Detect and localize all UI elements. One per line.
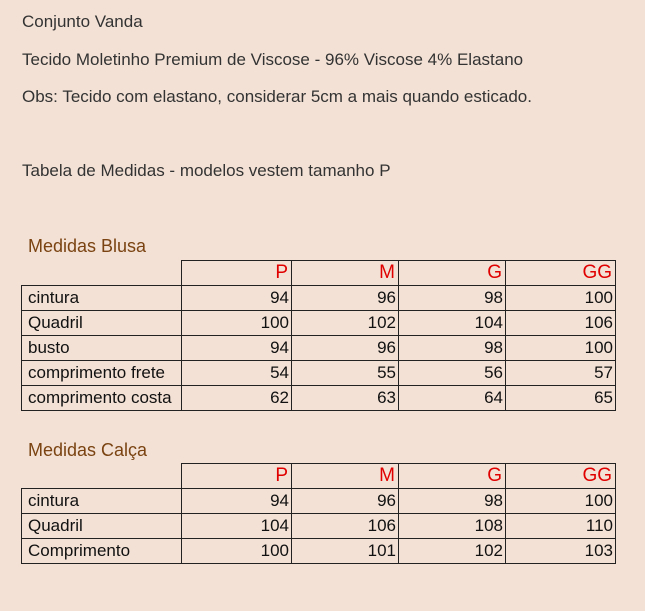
cell-value: 56 (399, 361, 506, 386)
cell-value: 100 (506, 489, 616, 514)
size-header-gg: GG (506, 261, 616, 286)
size-table-heading: Tabela de Medidas - modelos vestem tamanho P (22, 161, 391, 180)
row-label: Comprimento (22, 539, 182, 564)
cell-value: 57 (506, 361, 616, 386)
size-header-row (22, 261, 616, 286)
cell-value: 100 (506, 286, 616, 311)
cell-value: 101 (292, 539, 399, 564)
cell-value: 104 (399, 311, 506, 336)
cell-value: 98 (399, 489, 506, 514)
cell-value: 96 (292, 286, 399, 311)
table-row (22, 539, 616, 564)
size-header-g: G (399, 261, 506, 286)
empty-corner-cell (22, 464, 182, 489)
cell-value: 64 (399, 386, 506, 411)
cell-value: 94 (182, 336, 292, 361)
table-row (22, 336, 616, 361)
row-label: comprimento frete (22, 361, 182, 386)
cell-value: 63 (292, 386, 399, 411)
size-header-m: M (292, 464, 399, 489)
cell-value: 94 (182, 489, 292, 514)
stretch-note: Obs: Tecido com elastano, considerar 5cm a mais quando esticado. (22, 87, 532, 106)
table-row (22, 489, 616, 514)
row-label: Quadril (22, 514, 182, 539)
cell-value: 103 (506, 539, 616, 564)
cell-value: 110 (506, 514, 616, 539)
cell-value: 54 (182, 361, 292, 386)
fabric-description: Tecido Moletinho Premium de Viscose - 96% Viscose 4% Elastano (22, 50, 524, 69)
cell-value: 108 (399, 514, 506, 539)
size-header-row (22, 464, 616, 489)
cell-value: 106 (506, 311, 616, 336)
cell-value: 98 (399, 336, 506, 361)
cell-value: 100 (506, 336, 616, 361)
table-row (22, 386, 616, 411)
blusa-size-table (21, 260, 616, 411)
row-label: Quadril (22, 311, 182, 336)
table-row (22, 311, 616, 336)
table-row (22, 361, 616, 386)
cell-value: 102 (399, 539, 506, 564)
size-header-g: G (399, 464, 506, 489)
table-row (22, 514, 616, 539)
cell-value: 94 (182, 286, 292, 311)
blusa-caption: Medidas Blusa (28, 236, 147, 256)
size-header-p: P (182, 261, 292, 286)
cell-value: 102 (292, 311, 399, 336)
cell-value: 55 (292, 361, 399, 386)
size-header-gg: GG (506, 464, 616, 489)
cell-value: 104 (182, 514, 292, 539)
cell-value: 96 (292, 336, 399, 361)
size-header-p: P (182, 464, 292, 489)
row-label: busto (22, 336, 182, 361)
row-label: cintura (22, 489, 182, 514)
table-row (22, 286, 616, 311)
size-header-m: M (292, 261, 399, 286)
empty-corner-cell (22, 261, 182, 286)
cell-value: 106 (292, 514, 399, 539)
cell-value: 96 (292, 489, 399, 514)
cell-value: 100 (182, 539, 292, 564)
row-label: cintura (22, 286, 182, 311)
product-name: Conjunto Vanda (22, 12, 143, 31)
cell-value: 100 (182, 311, 292, 336)
row-label: comprimento costa (22, 386, 182, 411)
cell-value: 65 (506, 386, 616, 411)
cell-value: 62 (182, 386, 292, 411)
calca-size-table (21, 463, 616, 564)
calca-caption: Medidas Calça (28, 440, 148, 460)
cell-value: 98 (399, 286, 506, 311)
